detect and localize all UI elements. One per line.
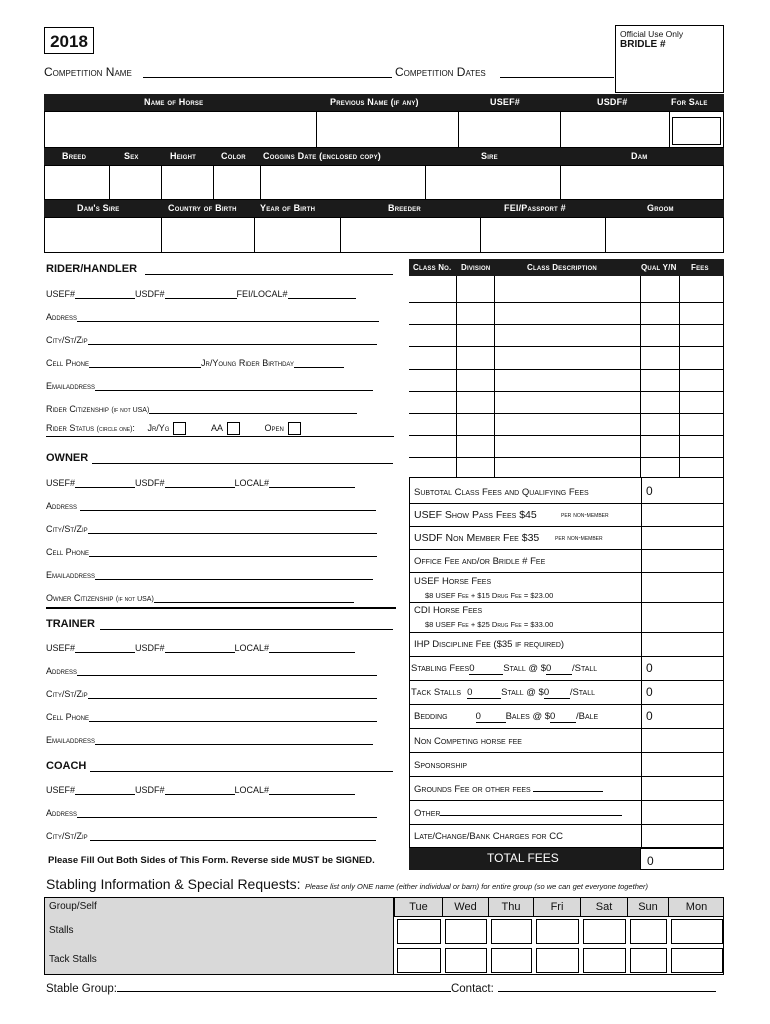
trainer-address-label: Address — [46, 666, 78, 676]
status-aa-label: AA — [210, 422, 223, 433]
fee-value[interactable]: 0 — [646, 685, 653, 699]
fee-value[interactable]: 0 — [646, 484, 653, 498]
trainer-section-title: TRAINER — [46, 618, 95, 630]
year-box — [44, 27, 94, 54]
row-stalls-label: Stalls — [49, 925, 74, 936]
fee-sub: $8 USEF Fee + $25 Drug Fee = $33.00 — [425, 620, 554, 629]
fee-label: Sponsorship — [414, 760, 468, 771]
coach-local-label: LOCAL# — [234, 785, 270, 795]
fei-passport-input[interactable] — [480, 217, 606, 253]
fee-label: Grounds Fee or other fees — [414, 784, 531, 795]
trainer-local-field[interactable] — [269, 652, 355, 653]
owner-citizenship-label: Owner Citizenship — [46, 593, 114, 603]
rider-status-note: (circle one) — [96, 425, 133, 433]
fee-row-bedding — [409, 705, 724, 729]
owner-email-row — [46, 570, 373, 580]
rider-birthday-label: Jr/Young Rider Birthday — [201, 358, 294, 368]
fee-row-grounds — [409, 777, 724, 801]
stalls-mon-input[interactable] — [671, 919, 723, 944]
dams-sire-input[interactable] — [44, 217, 162, 253]
rider-usdf-field[interactable] — [165, 298, 237, 299]
owner-usef-label: USEF# — [46, 478, 76, 488]
horse-header-row-3 — [44, 200, 724, 217]
trainer-city-field[interactable] — [88, 698, 377, 699]
total-fees-label: TOTAL FEES — [487, 851, 559, 865]
fee-value[interactable]: 0 — [646, 661, 653, 675]
trainer-ids-row — [46, 643, 355, 653]
horse-name-input[interactable] — [44, 111, 317, 148]
fee-row-show-pass — [409, 504, 724, 527]
stalls-wed-input[interactable] — [445, 919, 487, 944]
fee-sub: $8 USEF Fee + $15 Drug Fee = $23.00 — [425, 591, 554, 600]
bedding-qty[interactable]: 0 — [476, 711, 506, 723]
stalls-sun-input[interactable] — [630, 919, 667, 944]
owner-address-label: Address — [46, 501, 78, 511]
fee-row-other — [409, 801, 724, 825]
fee-label: USEF Horse Fees — [414, 576, 492, 587]
fee-value[interactable]: 0 — [646, 709, 653, 723]
fee-line — [411, 687, 595, 699]
stalls-thu-input[interactable] — [491, 919, 532, 944]
year-text: 2018 — [50, 32, 88, 51]
stalls-fri-input[interactable] — [536, 919, 579, 944]
tack-sat-input[interactable] — [583, 948, 626, 973]
trainer-address-field[interactable] — [77, 675, 377, 676]
coach-usdf-field[interactable] — [165, 794, 235, 795]
fee-label: Office Fee and/or Bridle # Fee — [414, 556, 546, 567]
stable-group-label: Stable Group: — [46, 983, 117, 995]
tack-sun-input[interactable] — [630, 948, 667, 973]
fee-row-non-competing — [409, 729, 724, 753]
competition-dates-label: Competition Dates — [395, 65, 486, 79]
rider-address-field[interactable] — [77, 321, 379, 322]
owner-local-field[interactable] — [269, 487, 355, 488]
owner-ids-row — [46, 478, 355, 488]
col-dam: Dam — [631, 151, 648, 161]
rider-citizenship-row — [46, 404, 357, 414]
fee-label: Late/Change/Bank Charges for CC — [414, 831, 563, 842]
fee-label: Bedding — [414, 711, 448, 722]
year-of-birth-input[interactable] — [254, 217, 341, 253]
col-class-no: Class No. — [413, 263, 452, 272]
bridle-label: BRIDLE # — [620, 39, 666, 50]
stalls-tue-input[interactable] — [397, 919, 441, 944]
status-open-checkbox[interactable] — [288, 422, 301, 435]
owner-address-row — [46, 501, 376, 511]
col-qual: Qual Y/N — [641, 263, 677, 272]
status-open-label: Open — [264, 422, 284, 433]
rider-email-field[interactable] — [95, 390, 373, 391]
horse-header-row-1 — [44, 94, 724, 111]
usef-input[interactable] — [458, 111, 561, 148]
col-year-of-birth: Year of Birth — [260, 203, 316, 213]
owner-citizenship-note: (if not USA) — [115, 596, 154, 603]
trainer-email-field[interactable] — [95, 744, 373, 745]
country-of-birth-input[interactable] — [161, 217, 255, 253]
rider-city-label: City/St/Zip — [46, 335, 88, 345]
stabling-row-stalls — [45, 916, 394, 946]
status-aa-checkbox[interactable] — [227, 422, 240, 435]
rider-cell-field[interactable] — [89, 367, 201, 368]
col-fei-passport: FEI/Passport # — [504, 203, 566, 213]
rider-citizenship-note: (if not USA) — [111, 407, 150, 414]
contact-label: Contact: — [450, 983, 494, 995]
total-fees-label-cell — [409, 848, 640, 870]
day-header-sun: Sun — [627, 898, 668, 916]
rider-cell-label: Cell Phone — [46, 358, 90, 368]
col-sire: Sire — [481, 151, 498, 161]
fee-mid: Bales @ $ — [505, 711, 551, 722]
col-previous-name: Previous Name (if any) — [330, 97, 419, 107]
col-class-description: Class Description — [527, 263, 597, 272]
rider-address-label: Address — [46, 312, 78, 322]
stabling-title: Stabling Information & Special Requests: — [46, 876, 301, 892]
col-dams-sire: Dam's Sire — [77, 203, 120, 213]
rider-birthday-field[interactable] — [294, 367, 344, 368]
fee-end: /Bale — [576, 711, 599, 722]
coach-address-row — [46, 808, 377, 818]
col-name-of-horse: Name of Horse — [144, 97, 204, 107]
coach-city-label: City/St/Zip — [46, 831, 88, 841]
trainer-usdf-label: USDF# — [135, 643, 165, 653]
coach-ids-row — [46, 785, 355, 795]
color-input[interactable] — [213, 165, 261, 200]
trainer-city-label: City/St/Zip — [46, 689, 88, 699]
owner-citizenship-row — [46, 593, 354, 603]
total-fees-value-cell[interactable] — [640, 848, 724, 870]
coach-address-label: Address — [46, 808, 78, 818]
tack-price[interactable]: 0 — [544, 687, 570, 699]
owner-trainer-divider — [46, 607, 396, 609]
trainer-email-label: Emailaddress — [46, 735, 96, 745]
fee-mid: Stall @ $ — [503, 663, 546, 674]
official-use-box — [615, 25, 724, 93]
tack-mon-input[interactable] — [671, 948, 723, 973]
trainer-cell-row — [46, 712, 377, 722]
trainer-usdf-field[interactable] — [165, 652, 235, 653]
stabling-heading-row — [46, 876, 648, 894]
tack-thu-input[interactable] — [491, 948, 532, 973]
rider-status-row: Rider Status (circle one): Jr/Yg AA Open — [46, 422, 394, 437]
trainer-usef-label: USEF# — [46, 643, 76, 653]
rider-status-label: Rider Status — [46, 422, 95, 433]
coach-address-field[interactable] — [77, 817, 377, 818]
fee-row-ihp — [409, 633, 724, 657]
owner-city-label: City/St/Zip — [46, 524, 88, 534]
trainer-cell-label: Cell Phone — [46, 712, 90, 722]
coach-local-field[interactable] — [269, 794, 355, 795]
owner-name-field[interactable] — [92, 463, 393, 464]
owner-city-row — [46, 524, 377, 534]
trainer-email-row — [46, 735, 373, 745]
fee-row-late-change — [409, 825, 724, 848]
day-header-tue: Tue — [394, 898, 442, 916]
total-fees-value: 0 — [647, 854, 654, 868]
fee-label: USEF Show Pass Fees $45 — [414, 509, 537, 521]
owner-cell-label: Cell Phone — [46, 547, 90, 557]
official-use-label: Official Use Only — [620, 29, 684, 39]
trainer-city-row — [46, 689, 377, 699]
fee-label: Subtotal Class Fees and Qualifying Fees — [414, 487, 589, 498]
class-table-grid — [409, 276, 724, 478]
owner-cell-row — [46, 547, 377, 557]
fee-label: Non Competing horse fee — [414, 736, 522, 747]
col-breed: Breed — [62, 151, 87, 161]
fee-row-office — [409, 550, 724, 573]
stabling-note: Please list only ONE name (either individual or barn) for entire group (so we can get everyone together) — [304, 882, 649, 891]
breeder-input[interactable] — [340, 217, 481, 253]
tack-wed-input[interactable] — [445, 948, 487, 973]
horse-header-row-2 — [44, 148, 724, 165]
col-division: Division — [461, 263, 491, 272]
rider-fei-label: FEI/LOCAL# — [236, 289, 288, 299]
fee-end: /Stall — [571, 663, 598, 674]
day-header-thu: Thu — [488, 898, 533, 916]
day-header-mon: Mon — [668, 898, 724, 916]
day-header-sat: Sat — [580, 898, 627, 916]
fee-label: Stabling Fees — [411, 663, 470, 674]
fee-row-usef-horse — [409, 573, 724, 603]
height-input[interactable] — [161, 165, 214, 200]
fee-label: Tack Stalls — [411, 687, 462, 698]
trainer-cell-field[interactable] — [89, 721, 377, 722]
owner-address-field[interactable] — [80, 510, 376, 511]
col-for-sale: For Sale — [671, 97, 708, 107]
dam-input[interactable] — [560, 165, 724, 200]
owner-usef-field[interactable] — [75, 487, 135, 488]
sex-input[interactable] — [109, 165, 162, 200]
stable-group-field[interactable] — [117, 991, 451, 992]
rider-email-label: Emailaddress — [46, 381, 96, 391]
other-field[interactable] — [440, 815, 622, 816]
competition-name-field[interactable] — [143, 77, 392, 78]
owner-local-label: LOCAL# — [234, 478, 270, 488]
col-country-of-birth: Country of Birth — [168, 203, 237, 213]
trainer-address-row — [46, 666, 377, 676]
fee-row-usdf-nonmember — [409, 527, 724, 550]
rider-name-field[interactable] — [145, 274, 393, 275]
tack-tue-input[interactable] — [397, 948, 441, 973]
previous-name-input[interactable] — [316, 111, 459, 148]
status-jr-label: Jr/Yg — [147, 422, 170, 433]
coach-name-field[interactable] — [90, 771, 393, 772]
coach-city-row — [46, 831, 376, 841]
rider-usdf-label: USDF# — [135, 289, 165, 299]
fee-row-subtotal — [409, 478, 724, 504]
footer-note: Please Fill Out Both Sides of This Form. Reverse side MUST be SIGNED. — [48, 855, 375, 866]
rider-address-row — [46, 312, 379, 322]
owner-usdf-label: USDF# — [135, 478, 165, 488]
fee-row-stabling — [409, 657, 724, 681]
trainer-usef-field[interactable] — [75, 652, 135, 653]
rider-usef-field[interactable] — [75, 298, 135, 299]
fee-label: CDI Horse Fees — [414, 605, 483, 616]
fee-mid: Stall @ $ — [501, 687, 544, 698]
owner-email-label: Emailaddress — [46, 570, 96, 580]
day-header-wed: Wed — [442, 898, 488, 916]
stable-group-row — [46, 983, 716, 995]
fee-row-cdi-horse — [409, 603, 724, 633]
sire-input[interactable] — [425, 165, 561, 200]
row-group-self-label: Group/Self — [49, 901, 97, 912]
bedding-price[interactable]: 0 — [550, 711, 576, 723]
owner-section-title: OWNER — [46, 452, 89, 464]
fee-row-tack-stalls — [409, 681, 724, 705]
fee-label: Other — [414, 808, 441, 819]
coach-section-title: COACH — [46, 760, 87, 772]
col-groom: Groom — [647, 203, 674, 213]
rider-city-field[interactable] — [88, 344, 377, 345]
owner-cell-field[interactable] — [89, 556, 377, 557]
fee-row-sponsorship — [409, 753, 724, 777]
status-jr-checkbox[interactable] — [173, 422, 186, 435]
row-tack-stalls-label: Tack Stalls — [49, 954, 97, 965]
coggins-input[interactable] — [260, 165, 426, 200]
coach-usef-field[interactable] — [75, 794, 135, 795]
coach-usef-label: USEF# — [46, 785, 76, 795]
fee-note: per non-member — [555, 535, 603, 542]
rider-citizenship-field[interactable] — [149, 413, 357, 414]
fee-note: per non-member — [561, 512, 609, 519]
rider-section-title: RIDER/HANDLER — [46, 263, 138, 275]
stabling-row-tack — [45, 945, 394, 974]
fee-line — [414, 784, 603, 795]
rider-usef-label: USEF# — [46, 289, 76, 299]
coach-city-field[interactable] — [90, 840, 376, 841]
trainer-local-label: LOCAL# — [234, 643, 270, 653]
col-coggins: Coggins Date (enclosed copy) — [263, 151, 381, 161]
fee-line — [411, 663, 597, 675]
col-usef: USEF# — [490, 97, 521, 107]
rider-email-row — [46, 381, 373, 391]
fee-end: /Stall — [569, 687, 596, 698]
fee-label: IHP Discipline Fee ($35 if required) — [414, 639, 565, 650]
tack-qty[interactable]: 0 — [467, 687, 501, 699]
col-breeder: Breeder — [388, 203, 421, 213]
col-sex: Sex — [124, 151, 139, 161]
rider-cell-row — [46, 358, 344, 368]
usdf-input[interactable] — [560, 111, 670, 148]
tack-fri-input[interactable] — [536, 948, 579, 973]
col-fees: Fees — [691, 263, 709, 272]
owner-city-field[interactable] — [88, 533, 377, 534]
fee-line — [414, 711, 598, 723]
class-table-header — [409, 259, 724, 276]
owner-usdf-field[interactable] — [165, 487, 235, 488]
col-height: Height — [170, 151, 197, 161]
col-usdf: USDF# — [597, 97, 628, 107]
competition-dates-field[interactable] — [500, 77, 614, 78]
rider-fei-field[interactable] — [288, 298, 356, 299]
stalls-sat-input[interactable] — [583, 919, 626, 944]
col-color: Color — [221, 151, 246, 161]
owner-email-field[interactable] — [95, 579, 373, 580]
contact-field[interactable] — [498, 991, 716, 992]
stabling-label-divider — [393, 898, 394, 974]
day-header-fri: Fri — [533, 898, 580, 916]
fee-label: USDF Non Member Fee $35 — [414, 532, 540, 544]
fee-line — [414, 808, 622, 819]
stall-qty[interactable]: 0 — [469, 663, 503, 675]
grounds-field[interactable] — [533, 791, 603, 792]
class-table-body[interactable] — [409, 276, 724, 478]
rider-ids-row — [46, 289, 356, 299]
for-sale-checkbox[interactable] — [672, 117, 721, 145]
competition-name-label: Competition Name — [44, 65, 132, 79]
coach-usdf-label: USDF# — [135, 785, 165, 795]
rider-city-row — [46, 335, 377, 345]
breed-input[interactable] — [44, 165, 110, 200]
stall-price[interactable]: 0 — [546, 663, 572, 675]
groom-input[interactable] — [605, 217, 724, 253]
trainer-name-field[interactable] — [100, 629, 393, 630]
owner-citizenship-field[interactable] — [154, 602, 354, 603]
rider-citizenship-label: Rider Citizenship — [46, 404, 109, 414]
